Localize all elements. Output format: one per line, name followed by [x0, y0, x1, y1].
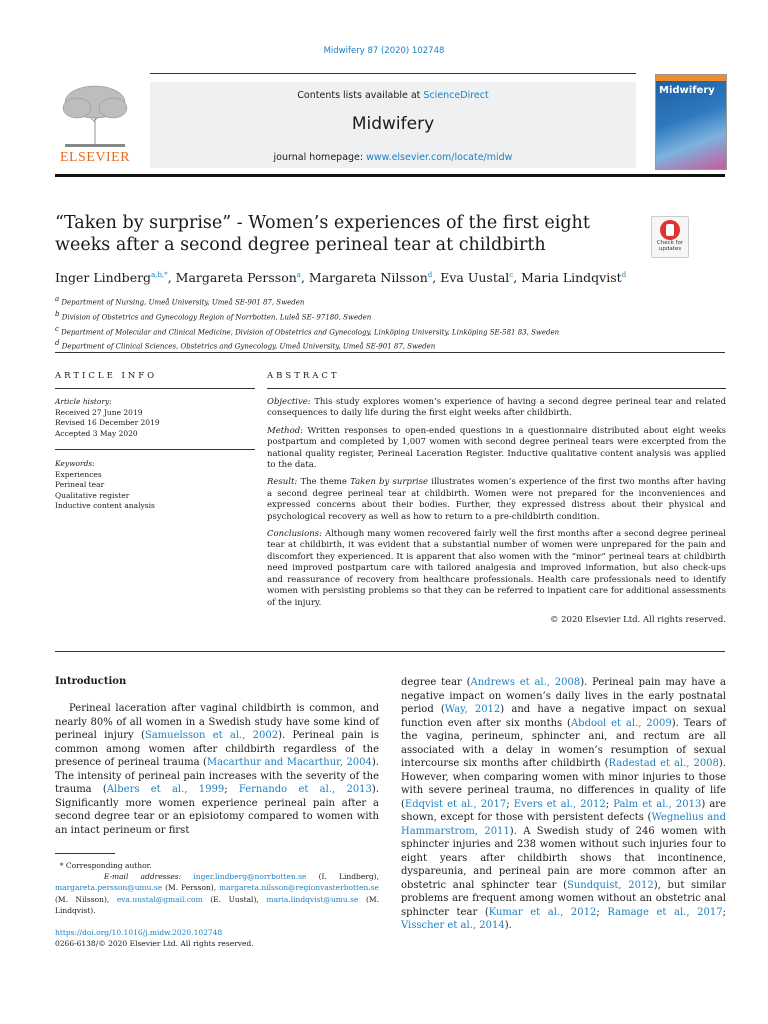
abstract-result: Result: The theme Taken by surprise illustrates women’s experience of the first two months after having a second degree perineal tear at childbirth. Women were not prepared for the inconveniences and expressed concerns about their bodies. Further, they expressed distress about their physical and psychological recovery as well as how to return to a pre-childbirth condition. — [267, 477, 727, 522]
citation-link[interactable]: Abdool et al., 2009 — [570, 717, 672, 729]
body-text: degree tear ( — [401, 677, 471, 688]
email-addresses: E-mail addresses: inger.lindberg@norrbotten.se (I. Lindberg), margareta.persson@umu.se (M. Persson), margareta.nilsson@regionvasterbotten.se (M. Nilsson), eva.uustal@gmail.com (E. Uustal), maria.lindqvist@umu.se (M. Lindqvist). — [55, 872, 379, 915]
citation-link[interactable]: Edqvist et al., 2017 — [404, 798, 507, 810]
keywords-divider — [55, 449, 255, 450]
history-received: Received 27 June 2019 — [55, 407, 143, 417]
header-thick-rule — [55, 174, 725, 177]
author[interactable]: Maria Lindqvist$^d$ — [521, 270, 627, 285]
article-info — [55, 397, 260, 512]
body-text: Perineal laceration after vaginal childbirth is common, and nearly 80% of all women in a Swedish study have some kind of perineal injury ( — [55, 703, 379, 741]
body-text: ). A Swedish study of 246 women with sphincter injuries and 238 women without such injuries four to eight years after childbirth shows that incontinence, dyspareunia, and perineal pain are more common after an obstetric anal sphincter tear ( — [401, 825, 727, 891]
citation-link[interactable]: Sundquist, 2012 — [567, 879, 654, 891]
email-link[interactable]: eva.uustal@gmail.com — [116, 894, 203, 904]
affiliation: $^c$ Department of Molecular and Clinical Medicine, Division of Obstetrics and Gynecology, Linköping University, Linköping SE-581 83, Sweden — [55, 324, 560, 336]
abstract-method: Method: Written responses to open-ended questions in a questionnaire distributed about eight weeks postpartum and completed by 1,007 women with second degree perineal tears were excerpted from the national quality register, Perineal Laceration Register. Inductive qualitative content analysis was applied to the data. — [267, 425, 726, 471]
footnotes — [55, 860, 379, 916]
abstract-copyright: © 2020 Elsevier Ltd. All rights reserved. — [549, 614, 726, 625]
body-text: ) and have a negative impact on sexual function even after six months ( — [401, 704, 727, 729]
body-text: ), but similar problems are frequent among women without an obstetric anal sphincter tear ( — [401, 879, 727, 918]
cover-title: Midwifery — [659, 85, 715, 96]
abstract-objective: Objective: This study explores women’s experience of having a second degree perineal tear and related consequences to daily life during the first eight weeks after childbirth. — [267, 397, 727, 419]
affiliation: $^d$ Department of Clinical Sciences, Obstetrics and Gynecology, Umeå University, Umeå SE-901 87, Sweden — [55, 339, 436, 351]
affiliation: $^a$ Department of Nursing, Umeå University, Umeå SE-901 87, Sweden — [55, 295, 305, 307]
abstract-divider — [267, 388, 726, 389]
cover-accent-bar — [656, 75, 726, 81]
citation-link[interactable]: Samuelsson et al., 2002 — [144, 730, 279, 741]
keyword: Inductive content analysis — [55, 501, 155, 510]
citation-link[interactable]: Ramage et al., 2017 — [607, 906, 723, 918]
author[interactable]: Margareta Persson$^a$, — [175, 270, 309, 285]
journal-name: Midwifery — [351, 114, 435, 134]
citation-link[interactable]: Andrews et al., 2008 — [470, 677, 581, 688]
crossmark-label: Check for updates — [656, 240, 684, 252]
citation-link[interactable]: Visscher et al., 2014 — [401, 920, 505, 931]
body-text: ). The intensity of perineal pain increases with the severity of the trauma ( — [55, 757, 379, 795]
paragraph — [401, 676, 726, 933]
keyword: Experiences — [55, 469, 102, 479]
history-label: Article history: — [55, 397, 112, 406]
citation-link[interactable]: Radestad et al., 2008 — [608, 758, 719, 769]
author-list — [55, 270, 695, 285]
article-title: “Taken by surprise” - Women’s experiences of the first eight weeks after a second degree perineal tear at childbirth — [55, 213, 590, 255]
paragraph — [55, 702, 379, 837]
body-text: ; — [596, 906, 608, 918]
author[interactable]: Margareta Nilsson$^d$, — [308, 270, 441, 285]
body-text: ). Perineal pain may have a negative impact on women’s daily lives in the early postnatal period ( — [401, 677, 726, 715]
citation-link[interactable]: Fernando et al., 2013 — [238, 784, 372, 795]
abstract-body — [267, 397, 726, 626]
body-right-column — [401, 676, 726, 933]
abstract-conclusions: Conclusions: Although many women recovered fairly well the first months after a second degree perineal tear at childbirth, it was evident that a substantial number of women were unprepared for the pain and discomfort they experienced. It is apparent that also women with the “minor” perineal tears at childbirth need improved postpartum care with tailored analgesia and improved information, but also check-ups and reassurance of recovery from healthcare professionals. Health care professionals need to identify women with persisting problems so that they can be referred to inpatient care for additional assessments of the injury. — [267, 529, 726, 608]
email-link[interactable]: margareta.persson@umu.se — [55, 883, 163, 893]
header-divider — [150, 73, 636, 74]
citation-link[interactable]: Palm et al., 2013 — [613, 798, 702, 810]
issn-line: 0266-6138/© 2020 Elsevier Ltd. All rights reserved. — [55, 939, 254, 949]
article-info-heading: ARTICLE INFO — [55, 371, 158, 381]
journal-citation[interactable]: Midwifery 87 (2020) 102748 — [323, 46, 445, 56]
keyword: Perineal tear — [55, 480, 105, 489]
homepage-line: journal homepage: www.elsevier.com/locate/midw — [273, 152, 513, 163]
abstract-heading: ABSTRACT — [267, 371, 340, 381]
body-text: ). Significantly more women experience perineal pain after a second degree tear or an episiotomy compared to women with an intact perineum or first — [55, 784, 380, 836]
email-link[interactable]: maria.lindqvist@umu.se — [266, 894, 359, 904]
elsevier-wordmark: ELSEVIER — [59, 150, 131, 165]
journal-header — [150, 82, 636, 168]
citation-link[interactable]: Kumar et al., 2012 — [488, 906, 597, 918]
citation-link[interactable]: Way, 2012 — [444, 704, 501, 715]
affiliation: $^b$ Division of Obstetrics and Gynecology Region of Norrbotten, Luleå SE- 97180, Sweden — [55, 309, 372, 322]
crossmark-icon — [660, 220, 680, 240]
body-text: ; — [605, 798, 614, 810]
body-text: ; — [506, 798, 514, 810]
keywords-label: Keywords: — [55, 459, 95, 468]
author[interactable]: Inger Lindberg$^{a,b,*}$, — [55, 270, 176, 285]
affiliations-divider — [55, 352, 725, 353]
author[interactable]: Eva Uustal$^c$, — [440, 270, 522, 285]
info-divider — [55, 388, 255, 389]
citation-link[interactable]: Wegnelius and Hammarstrom, 2011 — [401, 812, 726, 837]
footnote-divider — [55, 853, 115, 854]
body-text: ). — [504, 920, 512, 931]
keyword: Qualitative register — [55, 490, 130, 500]
body-text: ). Perineal pain is common among women after childbirth regardless of the presence of perineal trauma ( — [55, 730, 380, 768]
body-text: ; — [224, 784, 239, 795]
history-accepted: Accepted 3 May 2020 — [55, 428, 138, 438]
corresponding-author-note: * Corresponding author. — [55, 861, 152, 870]
body-text: ) are shown, except for those with persistent defects ( — [401, 798, 726, 823]
homepage-link[interactable]: www.elsevier.com/locate/midw — [366, 152, 513, 163]
email-link[interactable]: inger.lindberg@norrbotten.se — [193, 872, 307, 882]
citation-link[interactable]: Albers et al., 1999 — [106, 784, 225, 795]
history-revised: Revised 16 December 2019 — [55, 418, 160, 427]
body-left-column — [55, 702, 379, 837]
citation-link[interactable]: Evers et al., 2012 — [513, 798, 606, 810]
check-for-updates-button[interactable] — [651, 216, 689, 258]
doi-link[interactable]: https://doi.org/10.1016/j.midw.2020.102748 — [55, 928, 223, 937]
body-text: ). Tears of the vagina, perineum, sphincter ani, and rectum are all associated with a delay in women’s resumption of sexual intercourse six months after childbirth ( — [401, 717, 726, 769]
body-text: ; — [722, 906, 726, 918]
doi-block — [55, 927, 254, 949]
journal-cover-thumbnail[interactable] — [655, 74, 727, 170]
contents-line: Contents lists available at ScienceDirect — [297, 90, 489, 101]
citation-link[interactable]: Macarthur and Macarthur, 2004 — [206, 757, 372, 768]
email-link[interactable]: margareta.nilsson@regionvasterbotten.se — [219, 883, 379, 893]
abstract-bottom-divider — [55, 651, 725, 652]
affiliations — [55, 294, 725, 353]
body-text: ). However, when comparing women with minor injuries to those with severe perineal trauma, no differences in quality of life ( — [401, 758, 726, 810]
sciencedirect-link[interactable]: ScienceDirect — [423, 90, 489, 101]
section-heading-introduction: Introduction — [55, 676, 127, 687]
